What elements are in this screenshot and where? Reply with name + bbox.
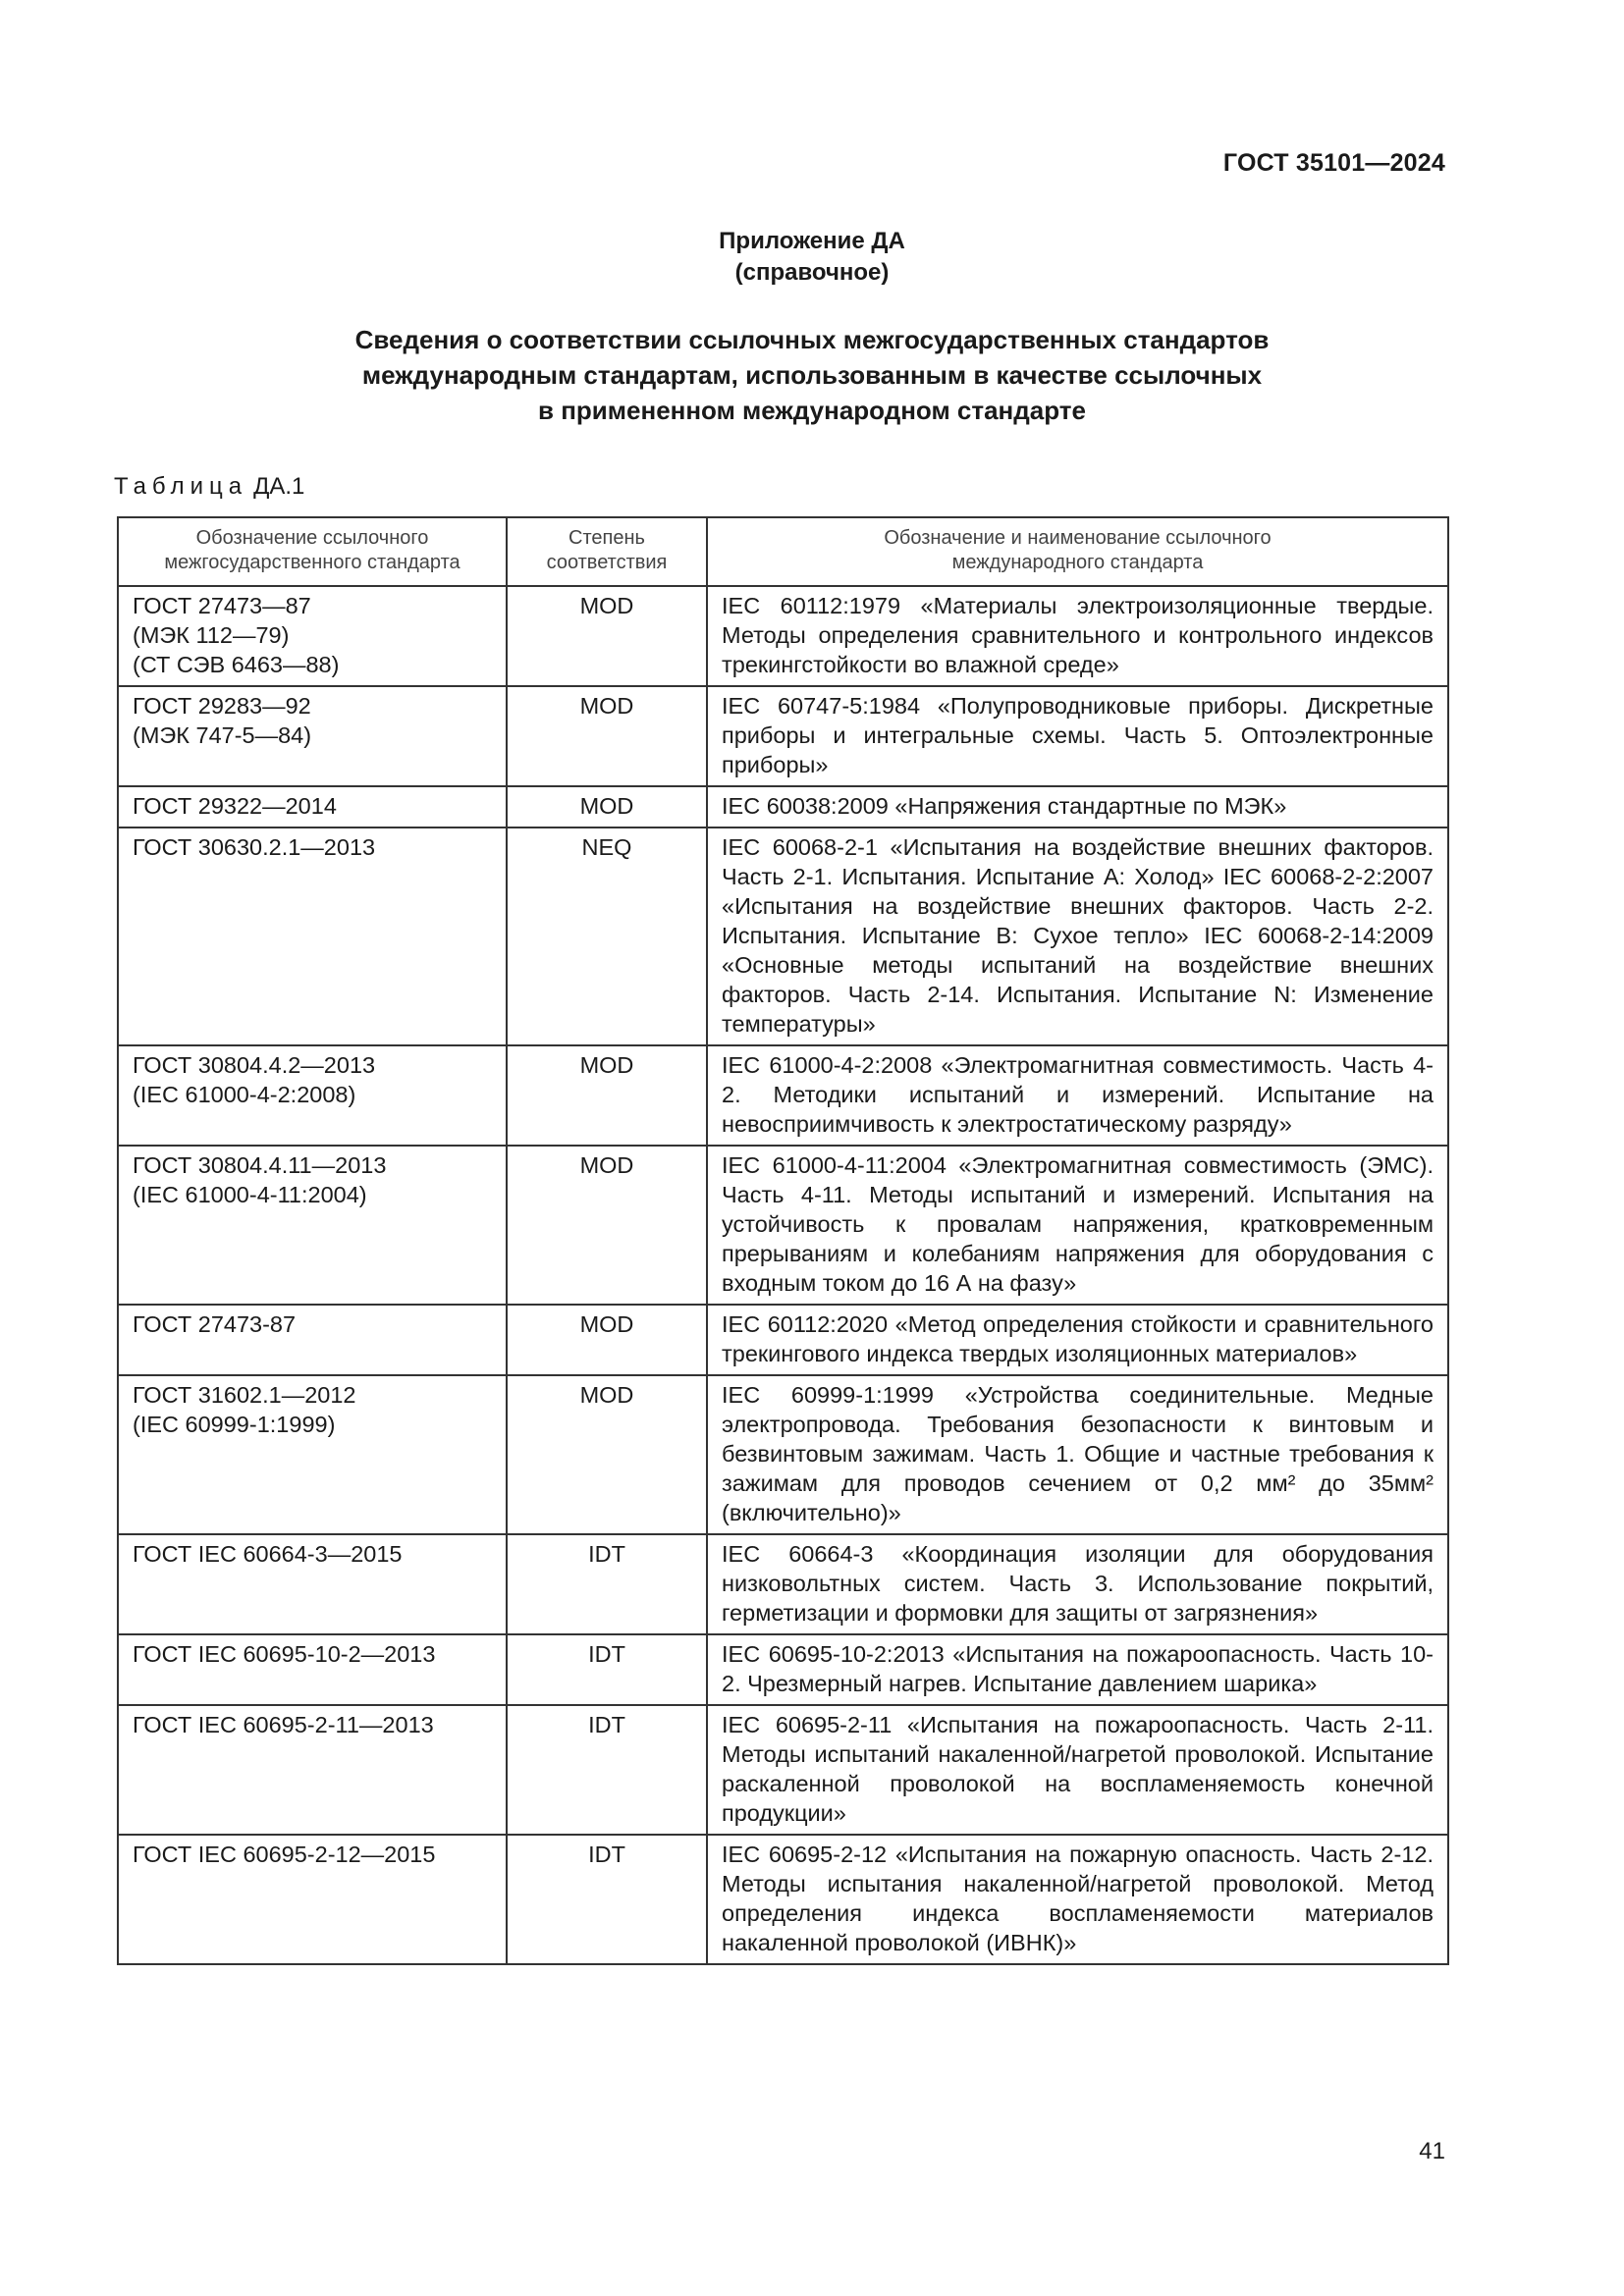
cell-degree: MOD bbox=[507, 786, 707, 828]
standard-line: ГОСТ 30630.2.1—2013 bbox=[133, 834, 376, 860]
document-code: ГОСТ 35101—2024 bbox=[1222, 149, 1445, 177]
cell-standard bbox=[118, 786, 507, 828]
table-row bbox=[118, 1305, 1448, 1375]
table-row bbox=[118, 1835, 1448, 1964]
standard-line: (МЭК 112—79) bbox=[133, 622, 290, 648]
standard-line: (IEC 61000-4-2:2008) bbox=[133, 1082, 356, 1107]
standard-line: ГОСТ 31602.1—2012 bbox=[133, 1382, 356, 1408]
cell-degree: MOD bbox=[507, 1045, 707, 1146]
cell-international: IEC 60695-10-2:2013 «Испытания на пожароопасность. Часть 10-2. Чрезмерный нагрев. Испытание давлением шарика» bbox=[707, 1634, 1448, 1705]
cell-standard bbox=[118, 828, 507, 1045]
cell-degree: MOD bbox=[507, 586, 707, 686]
cell-standard bbox=[118, 586, 507, 686]
table-label bbox=[114, 473, 304, 501]
standard-line: ГОСТ 27473—87 bbox=[133, 593, 311, 618]
standard-line: (IEC 60999-1:1999) bbox=[133, 1412, 336, 1437]
cell-standard bbox=[118, 1835, 507, 1964]
table-row bbox=[118, 1705, 1448, 1835]
cell-degree: IDT bbox=[507, 1634, 707, 1705]
cell-standard bbox=[118, 1305, 507, 1375]
cell-standard bbox=[118, 1375, 507, 1534]
standard-line: ГОСТ 29283—92 bbox=[133, 693, 311, 719]
standard-line: ГОСТ 29322—2014 bbox=[133, 793, 337, 819]
table-row bbox=[118, 1375, 1448, 1534]
cell-international: IEC 60068-2-1 «Испытания на воздействие внешних факторов. Часть 2-1. Испытания. Испытание A: Холод» IEC 60068-2-2:2007 «Испытания на воздействие внешних факторов. Часть 2-2. Испытания. Испытание B: Сухое тепло» IEC 60068-2-14:2009 «Основные методы испытаний на воздействие внешних факторов. Часть 2-14. Испытания. Испытание N: Изменение температуры» bbox=[707, 828, 1448, 1045]
cell-international: IEC 60999-1:1999 «Устройства соединительные. Медные электропровода. Требования безопасности к винтовым и безвинтовым зажимам. Часть 1. Общие и частные требования к зажимам для проводов сечением от 0,2 мм² до 35мм² (включительно)» bbox=[707, 1375, 1448, 1534]
title-line: международным стандартам, использованным в качестве ссылочных bbox=[361, 360, 1263, 390]
cell-international: IEC 60112:1979 «Материалы электроизоляционные твердые. Методы определения сравнительного и контрольного индексов трекингстойкости во влажной среде» bbox=[707, 586, 1448, 686]
table-label-number: ДА.1 bbox=[253, 473, 305, 500]
standard-line: ГОСТ 27473-87 bbox=[133, 1311, 297, 1337]
cell-degree: MOD bbox=[507, 1305, 707, 1375]
cell-degree: IDT bbox=[507, 1534, 707, 1634]
table-row bbox=[118, 1634, 1448, 1705]
annex-heading bbox=[0, 226, 1624, 289]
cell-international: IEC 60695-2-11 «Испытания на пожароопасность. Часть 2-11. Методы испытаний накаленной/нагретой проволокой. Испытание раскаленной проволокой на воспламеняемость конечной продукции» bbox=[707, 1705, 1448, 1835]
title-line: Сведения о соответствии ссылочных межгосударственных стандартов bbox=[354, 325, 1270, 354]
cell-standard bbox=[118, 1705, 507, 1835]
header-line: межгосударственного стандарта bbox=[164, 552, 460, 573]
cell-degree: MOD bbox=[507, 1375, 707, 1534]
cell-standard bbox=[118, 1045, 507, 1146]
header-degree bbox=[507, 517, 707, 586]
cell-international: IEC 61000-4-2:2008 «Электромагнитная совместимость. Часть 4-2. Методики испытаний и измерений. Испытание на невосприимчивость к электростатическому разряду» bbox=[707, 1045, 1448, 1146]
annex-subtitle: (справочное) bbox=[734, 259, 890, 286]
cell-international: IEC 60747-5:1984 «Полупроводниковые приборы. Дискретные приборы и интегральные схемы. Часть 5. Оптоэлектронные приборы» bbox=[707, 686, 1448, 786]
header-international-standard bbox=[707, 517, 1448, 586]
standard-line: ГОСТ IEC 60695-2-11—2013 bbox=[133, 1712, 434, 1737]
cell-degree: MOD bbox=[507, 1146, 707, 1305]
standard-line: (IEC 61000-4-11:2004) bbox=[133, 1182, 367, 1207]
standard-line: ГОСТ IEC 60664-3—2015 bbox=[133, 1541, 403, 1567]
standard-line: ГОСТ IEC 60695-10-2—2013 bbox=[133, 1641, 436, 1667]
standard-line: ГОСТ 30804.4.2—2013 bbox=[133, 1052, 376, 1078]
cell-international: IEC 60112:2020 «Метод определения стойкости и сравнительного трекингового индекса твердых изоляционных материалов» bbox=[707, 1305, 1448, 1375]
section-title bbox=[0, 322, 1624, 428]
table-header-row bbox=[118, 517, 1448, 586]
cell-international: IEC 61000-4-11:2004 «Электромагнитная совместимость (ЭМС). Часть 4-11. Методы испытаний и измерений. Испытания на устойчивость к провалам напряжения, кратковременным прерываниям и колебаниям напряжения для оборудования с входным током до 16 А на фазу» bbox=[707, 1146, 1448, 1305]
header-line: Обозначение ссылочного bbox=[195, 527, 429, 549]
annex-title: Приложение ДА bbox=[719, 228, 905, 254]
header-line: Степень bbox=[568, 527, 645, 549]
header-line: Обозначение и наименование ссылочного bbox=[884, 527, 1272, 549]
table-row bbox=[118, 586, 1448, 686]
header-line: международного стандарта bbox=[951, 552, 1204, 573]
cell-international: IEC 60664-3 «Координация изоляции для оборудования низковольтных систем. Часть 3. Использование покрытий, герметизации и формовки для защиты от загрязнения» bbox=[707, 1534, 1448, 1634]
standard-line: ГОСТ 30804.4.11—2013 bbox=[133, 1152, 387, 1178]
cell-standard bbox=[118, 1534, 507, 1634]
page-number: 41 bbox=[1419, 2138, 1445, 2164]
cell-international: IEC 60695-2-12 «Испытания на пожарную опасность. Часть 2-12. Методы испытания накаленной/нагретой проволокой. Метод определения индекса воспламеняемости материалов накаленной проволокой (ИВНК)» bbox=[707, 1835, 1448, 1964]
table-row bbox=[118, 686, 1448, 786]
correspondence-table bbox=[117, 516, 1449, 1965]
table-row bbox=[118, 1146, 1448, 1305]
table-row bbox=[118, 1045, 1448, 1146]
title-line: в примененном международном стандарте bbox=[538, 396, 1086, 425]
standard-line: (СТ СЭВ 6463—88) bbox=[133, 652, 340, 677]
cell-degree: IDT bbox=[507, 1835, 707, 1964]
table-row bbox=[118, 1534, 1448, 1634]
cell-degree: NEQ bbox=[507, 828, 707, 1045]
table-row bbox=[118, 786, 1448, 828]
cell-standard bbox=[118, 1634, 507, 1705]
cell-standard bbox=[118, 1146, 507, 1305]
header-referenced-standard bbox=[118, 517, 507, 586]
cell-international: IEC 60038:2009 «Напряжения стандартные по МЭК» bbox=[707, 786, 1448, 828]
standard-line: ГОСТ IEC 60695-2-12—2015 bbox=[133, 1842, 436, 1867]
standard-line: (МЭК 747-5—84) bbox=[133, 722, 312, 748]
table-row bbox=[118, 828, 1448, 1045]
cell-degree: IDT bbox=[507, 1705, 707, 1835]
cell-degree: MOD bbox=[507, 686, 707, 786]
table-label-word: Таблица bbox=[114, 473, 248, 500]
header-line: соответствия bbox=[546, 552, 668, 573]
cell-standard bbox=[118, 686, 507, 786]
